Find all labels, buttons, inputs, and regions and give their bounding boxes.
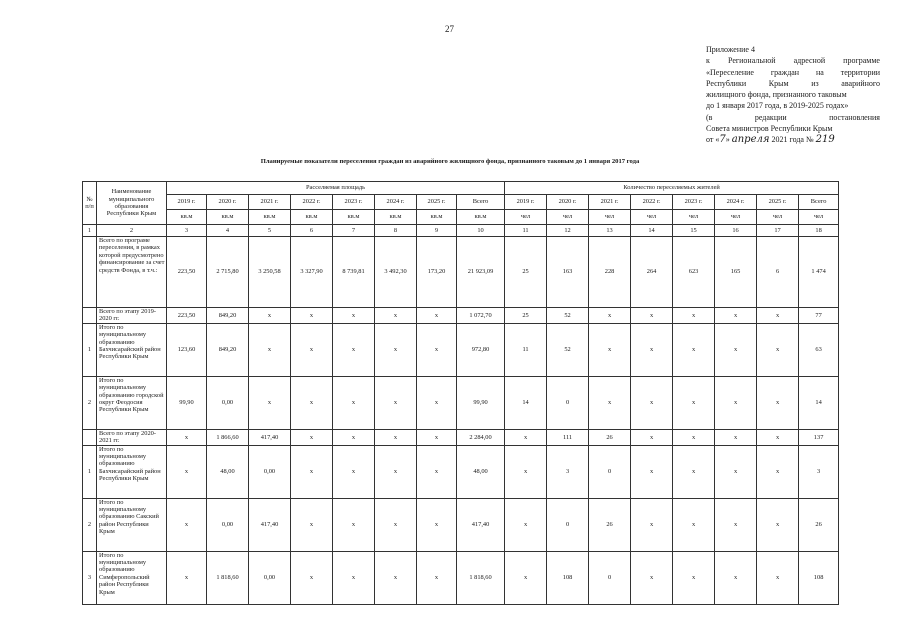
- row-number: [83, 429, 97, 445]
- column-number: 17: [757, 225, 799, 237]
- header-row: [83, 182, 839, 195]
- row-value: 14: [799, 376, 839, 429]
- row-value: x: [333, 551, 375, 604]
- row-value: 3: [799, 445, 839, 498]
- row-value: 1 072,70: [457, 308, 505, 324]
- table-row: [83, 429, 839, 445]
- row-value: x: [417, 308, 457, 324]
- row-value: x: [589, 308, 631, 324]
- row-value: 163: [547, 237, 589, 308]
- row-value: x: [673, 308, 715, 324]
- row-value: 6: [757, 237, 799, 308]
- row-value: x: [673, 429, 715, 445]
- appendix-line: до 1 января 2017 года, в 2019-2025 годах»: [706, 101, 849, 111]
- unit-header: кв.м: [249, 210, 291, 225]
- handwritten-day: 7: [719, 134, 726, 146]
- header-num: № п/п: [83, 182, 97, 225]
- row-number: 1: [83, 445, 97, 498]
- row-value: x: [757, 323, 799, 376]
- row-value: x: [673, 498, 715, 551]
- table-row: [83, 498, 839, 551]
- table-row: [83, 551, 839, 604]
- year-header: 2023 г.: [333, 195, 375, 210]
- row-value: x: [757, 551, 799, 604]
- row-value: 25: [505, 237, 547, 308]
- row-value: 623: [673, 237, 715, 308]
- row-value: x: [631, 323, 673, 376]
- row-value: x: [715, 498, 757, 551]
- row-value: x: [757, 498, 799, 551]
- table-row: [83, 445, 839, 498]
- unit-header: чел: [799, 210, 839, 225]
- row-value: x: [291, 445, 333, 498]
- row-number: 2: [83, 376, 97, 429]
- page-number: 27: [445, 24, 454, 34]
- row-value: x: [375, 551, 417, 604]
- table-row: [83, 323, 839, 376]
- row-name: Итого по муниципальному образованию Сакский район Республики Крым: [97, 498, 167, 551]
- row-number: [83, 237, 97, 308]
- row-value: x: [333, 308, 375, 324]
- unit-header: кв.м: [417, 210, 457, 225]
- row-value: 123,60: [167, 323, 207, 376]
- row-value: x: [757, 429, 799, 445]
- row-value: x: [673, 445, 715, 498]
- appendix-word: из: [811, 78, 819, 88]
- row-value: 3 327,90: [291, 237, 333, 308]
- row-value: 849,20: [207, 323, 249, 376]
- year-header: 2019 г.: [505, 195, 547, 210]
- row-value: 11: [505, 323, 547, 376]
- appendix-word: редакции: [754, 112, 787, 122]
- row-value: x: [417, 429, 457, 445]
- row-value: x: [375, 445, 417, 498]
- row-number: 3: [83, 551, 97, 604]
- row-value: x: [589, 376, 631, 429]
- row-value: 26: [799, 498, 839, 551]
- row-value: x: [505, 498, 547, 551]
- row-name: Итого по муниципальному образованию Бахчисарайский район Республики Крым: [97, 323, 167, 376]
- year-header: Всего: [799, 195, 839, 210]
- row-value: 0,00: [249, 551, 291, 604]
- date-prefix: от «: [706, 135, 720, 145]
- appendix-word: на: [815, 67, 824, 77]
- table-row: [83, 237, 839, 308]
- row-value: 972,80: [457, 323, 505, 376]
- row-value: x: [715, 445, 757, 498]
- appendix-word: программе: [843, 56, 880, 66]
- row-name: Итого по муниципальному образованию Бахчисарайский район Республики Крым: [97, 445, 167, 498]
- row-value: 223,50: [167, 308, 207, 324]
- row-value: 52: [547, 308, 589, 324]
- row-value: 0: [547, 376, 589, 429]
- column-number: 9: [417, 225, 457, 237]
- row-value: x: [167, 498, 207, 551]
- handwritten-number: 219: [815, 134, 835, 146]
- row-value: x: [757, 308, 799, 324]
- row-value: x: [375, 498, 417, 551]
- header-units-row: [83, 210, 839, 225]
- column-number: 7: [333, 225, 375, 237]
- row-name: Всего по этапу 2020-2021 гг.: [97, 429, 167, 445]
- row-value: x: [291, 429, 333, 445]
- row-value: 111: [547, 429, 589, 445]
- row-value: 3 492,30: [375, 237, 417, 308]
- row-value: x: [715, 308, 757, 324]
- column-number: 6: [291, 225, 333, 237]
- appendix-line: Совета министров Республики Крым: [706, 124, 833, 134]
- row-value: x: [249, 308, 291, 324]
- appendix-word: «Переселение: [706, 67, 754, 77]
- row-value: x: [375, 323, 417, 376]
- appendix-line: [706, 55, 880, 66]
- row-value: x: [333, 498, 375, 551]
- unit-header: кв.м: [167, 210, 207, 225]
- row-value: 2 715,80: [207, 237, 249, 308]
- row-value: x: [505, 445, 547, 498]
- row-value: 3 250,58: [249, 237, 291, 308]
- row-value: 1 818,60: [207, 551, 249, 604]
- year-header: 2020 г.: [207, 195, 249, 210]
- year-header: 2021 г.: [249, 195, 291, 210]
- unit-header: кв.м: [291, 210, 333, 225]
- row-value: 77: [799, 308, 839, 324]
- column-number: 8: [375, 225, 417, 237]
- row-value: x: [673, 376, 715, 429]
- row-value: x: [505, 551, 547, 604]
- appendix-line: Приложение 4: [706, 45, 755, 54]
- year-header: 2022 г.: [631, 195, 673, 210]
- row-value: 0: [589, 445, 631, 498]
- row-value: 48,00: [207, 445, 249, 498]
- row-value: 108: [547, 551, 589, 604]
- unit-header: чел: [757, 210, 799, 225]
- row-value: 223,50: [167, 237, 207, 308]
- row-value: 2 284,00: [457, 429, 505, 445]
- row-value: x: [291, 308, 333, 324]
- row-value: x: [291, 323, 333, 376]
- column-number: 11: [505, 225, 547, 237]
- year-header: Всего: [457, 195, 505, 210]
- column-number: 16: [715, 225, 757, 237]
- column-number: 14: [631, 225, 673, 237]
- year-header: 2025 г.: [757, 195, 799, 210]
- row-value: x: [757, 445, 799, 498]
- row-value: 0,00: [207, 376, 249, 429]
- header-years-row: [83, 195, 839, 210]
- table-row: [83, 308, 839, 324]
- appendix-word: граждан: [770, 67, 800, 77]
- row-value: x: [631, 551, 673, 604]
- row-value: x: [715, 429, 757, 445]
- column-number: 3: [167, 225, 207, 237]
- row-value: 25: [505, 308, 547, 324]
- row-value: x: [715, 551, 757, 604]
- row-value: 1 866,60: [207, 429, 249, 445]
- year-header: 2024 г.: [715, 195, 757, 210]
- column-number: 13: [589, 225, 631, 237]
- header-name: Наименование муниципального образования Республики Крым: [97, 182, 167, 225]
- column-number: 2: [97, 225, 167, 237]
- unit-header: чел: [673, 210, 715, 225]
- appendix-date-line: [706, 134, 880, 145]
- row-value: x: [417, 551, 457, 604]
- row-value: 173,20: [417, 237, 457, 308]
- header-area: Расселяемая площадь: [167, 182, 505, 195]
- table-title: Планируемые показатели переселения граждан из аварийного жилищного фонда, признанного таковым до 1 января 2017 года: [260, 158, 640, 165]
- row-value: x: [333, 445, 375, 498]
- row-number: [83, 308, 97, 324]
- column-number: 1: [83, 225, 97, 237]
- appendix-word: постановления: [829, 112, 880, 122]
- appendix-word: Республики: [706, 78, 747, 88]
- unit-header: чел: [631, 210, 673, 225]
- year-header: 2019 г.: [167, 195, 207, 210]
- row-value: x: [375, 376, 417, 429]
- row-value: 26: [589, 498, 631, 551]
- row-value: x: [417, 498, 457, 551]
- row-number: 2: [83, 498, 97, 551]
- row-value: x: [167, 551, 207, 604]
- row-value: x: [631, 376, 673, 429]
- row-value: x: [631, 429, 673, 445]
- unit-header: чел: [715, 210, 757, 225]
- appendix-line: жилищного фонда, признанного таковым: [706, 90, 847, 100]
- row-value: x: [715, 323, 757, 376]
- appendix-word: Региональной: [727, 56, 776, 66]
- row-value: 26: [589, 429, 631, 445]
- appendix-word: (в: [706, 112, 713, 122]
- row-value: 417,40: [457, 498, 505, 551]
- row-value: 0,00: [249, 445, 291, 498]
- unit-header: чел: [505, 210, 547, 225]
- handwritten-month: апреля: [731, 134, 770, 146]
- date-year: 2021 года №: [771, 135, 814, 145]
- appendix-word: Крым: [768, 78, 789, 88]
- row-value: 52: [547, 323, 589, 376]
- appendix-word: аварийного: [841, 78, 880, 88]
- row-value: 108: [799, 551, 839, 604]
- row-value: x: [417, 323, 457, 376]
- appendix-word: территории: [840, 67, 880, 77]
- row-value: 3: [547, 445, 589, 498]
- row-value: 63: [799, 323, 839, 376]
- appendix-header: [706, 44, 880, 146]
- row-value: 21 923,09: [457, 237, 505, 308]
- row-name: Всего по програме переселения, в рамках которой предусмотрено финансирование за счет средств Фонда, в т.ч.:: [97, 237, 167, 308]
- row-value: x: [333, 376, 375, 429]
- year-header: 2020 г.: [547, 195, 589, 210]
- row-value: x: [333, 323, 375, 376]
- row-value: x: [757, 376, 799, 429]
- column-number: 12: [547, 225, 589, 237]
- column-number: 18: [799, 225, 839, 237]
- row-number: 1: [83, 323, 97, 376]
- year-header: 2023 г.: [673, 195, 715, 210]
- row-value: 264: [631, 237, 673, 308]
- row-value: x: [673, 551, 715, 604]
- year-header: 2024 г.: [375, 195, 417, 210]
- row-value: x: [715, 376, 757, 429]
- row-value: 849,20: [207, 308, 249, 324]
- row-value: 228: [589, 237, 631, 308]
- row-value: x: [375, 308, 417, 324]
- resettlement-table: [82, 181, 839, 605]
- table-row: [83, 376, 839, 429]
- row-name: Итого по муниципальному образованию городской округ Феодосия Республики Крым: [97, 376, 167, 429]
- column-number: 5: [249, 225, 291, 237]
- row-value: x: [333, 429, 375, 445]
- unit-header: кв.м: [375, 210, 417, 225]
- row-value: x: [505, 429, 547, 445]
- appendix-word: адресной: [793, 56, 826, 66]
- row-value: 1 818,60: [457, 551, 505, 604]
- row-value: x: [631, 445, 673, 498]
- header-people: Количество переселяемых жителей: [505, 182, 839, 195]
- row-name: Всего по этапу 2019-2020 гг.: [97, 308, 167, 324]
- row-value: 14: [505, 376, 547, 429]
- row-value: x: [417, 445, 457, 498]
- row-value: 48,00: [457, 445, 505, 498]
- year-header: 2021 г.: [589, 195, 631, 210]
- appendix-word: к: [706, 56, 710, 66]
- unit-header: чел: [589, 210, 631, 225]
- date-quote: »: [725, 135, 730, 145]
- row-value: 137: [799, 429, 839, 445]
- table-body: [83, 237, 839, 605]
- appendix-line: [706, 112, 880, 123]
- unit-header: кв.м: [457, 210, 505, 225]
- row-value: x: [291, 498, 333, 551]
- row-value: 0: [547, 498, 589, 551]
- column-number: 10: [457, 225, 505, 237]
- unit-header: кв.м: [207, 210, 249, 225]
- unit-header: чел: [547, 210, 589, 225]
- appendix-line: [706, 67, 880, 78]
- row-value: 417,40: [249, 429, 291, 445]
- row-value: 0: [589, 551, 631, 604]
- year-header: 2025 г.: [417, 195, 457, 210]
- row-value: x: [631, 498, 673, 551]
- unit-header: кв.м: [333, 210, 375, 225]
- row-value: x: [291, 376, 333, 429]
- row-value: 0,00: [207, 498, 249, 551]
- row-value: x: [167, 429, 207, 445]
- row-value: x: [167, 445, 207, 498]
- row-value: x: [249, 376, 291, 429]
- row-name: Итого по муниципальному образованию Симферопольский район Республики Крым: [97, 551, 167, 604]
- row-value: x: [291, 551, 333, 604]
- row-value: x: [417, 376, 457, 429]
- column-numbers-row: [83, 225, 839, 237]
- row-value: 99,90: [457, 376, 505, 429]
- row-value: 99,90: [167, 376, 207, 429]
- year-header: 2022 г.: [291, 195, 333, 210]
- row-value: x: [673, 323, 715, 376]
- row-value: x: [631, 308, 673, 324]
- row-value: x: [589, 323, 631, 376]
- row-value: 8 739,81: [333, 237, 375, 308]
- appendix-line: [706, 78, 880, 89]
- column-number: 15: [673, 225, 715, 237]
- row-value: 1 474: [799, 237, 839, 308]
- column-number: 4: [207, 225, 249, 237]
- row-value: 165: [715, 237, 757, 308]
- row-value: 417,40: [249, 498, 291, 551]
- row-value: x: [375, 429, 417, 445]
- row-value: x: [249, 323, 291, 376]
